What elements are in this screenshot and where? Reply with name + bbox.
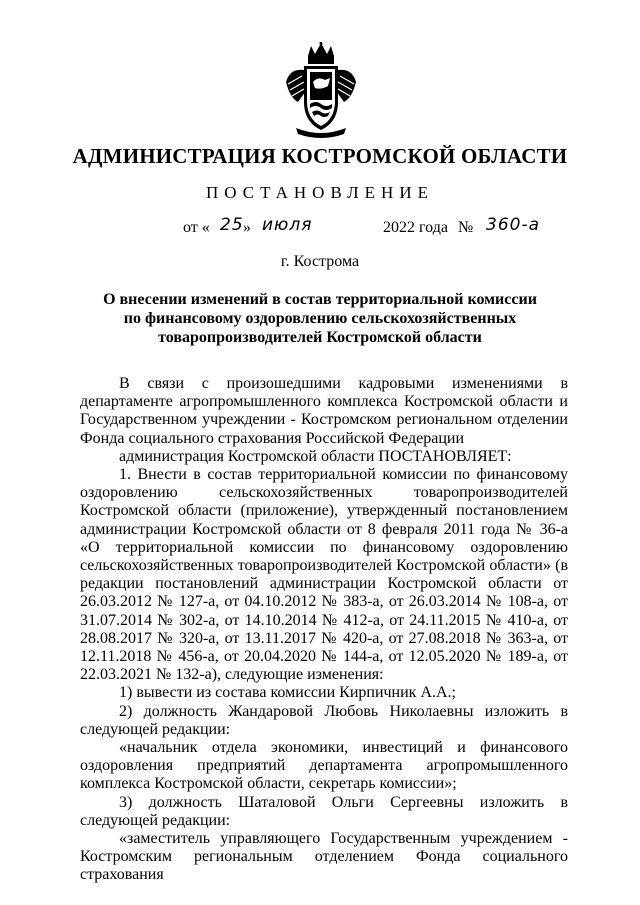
paragraph: 1. Внести в состав территориальной комиссии по финансовому оздоровлению сельскохозяйственных товаропроизводителей Костромской области (приложение), утвержденный постановлением администрации Костромской области от 8 февраля 2011 года № 36-а «О территориальной комиссии по финансовому оздоровлению сельскохозяйственных товаропроизводителей Костромской области» (в редакции постановлений администрации Костромской области от 26.03.2012 № 127-а, от 04.10.2012 № 383-а, от 26.03.2014 № 108-а, от 31.07.2014 № 302-а, от 14.10.2014 № 412-а, от 24.11.2015 № 410-а, от 28.08.2017 № 320-а, от 13.11.2017 № 420-а, от 27.08.2018 № 363-а, от 12.11.2018 № 456-а, от 20.04.2020 № 144-а, от 12.05.2020 № 189-а, от 22.03.2021 № 132-а), следующие изменения:	[80, 466, 568, 684]
date-prefix: от «	[183, 219, 210, 236]
subject-line: О внесении изменений в состав территориальной комиссии	[103, 291, 537, 308]
date-day-handwritten: 25	[220, 215, 244, 235]
document-number-handwritten: 360-а	[486, 215, 540, 235]
paragraph: 2) должность Жандаровой Любовь Николаевны изложить в следующей редакции:	[80, 702, 568, 738]
paragraph: «заместитель управляющего Государственным учреждением - Костромским региональным отделением Фонда социального страхования	[80, 830, 568, 884]
paragraph: 3) должность Шаталовой Ольги Сергеевны изложить в следующей редакции:	[80, 793, 568, 829]
document-subject	[80, 290, 560, 347]
subject-line: товаропроизводителей Костромской области	[158, 329, 482, 346]
date-year: 2022 года	[383, 219, 448, 236]
number-sign: №	[458, 219, 474, 236]
paragraph: «начальник отдела экономики, инвестиций и финансового оздоровления предприятий департамента агропромышленного комплекса Костромской области, секретарь комиссии»;	[80, 739, 568, 793]
organization-title: АДМИНИСТРАЦИЯ КОСТРОМСКОЙ ОБЛАСТИ	[72, 144, 568, 168]
date-month-handwritten: июля	[262, 215, 313, 235]
coat-of-arms-icon	[284, 42, 358, 138]
paragraph: администрация Костромской области ПОСТАНОВЛЯЕТ:	[119, 447, 512, 465]
subject-line: по финансовому оздоровлению сельскохозяйственных	[123, 310, 517, 327]
paragraph: В связи с произошедшими кадровыми изменениями в департаменте агропромышленного комплекса Костромской области и Государственном учреждении - Костромском региональном отделении Фонда социального страхования Российской Федерации	[80, 375, 568, 447]
date-number-line	[0, 217, 640, 243]
date-close-quote: »	[243, 219, 251, 236]
paragraph: 1) вывести из состава комиссии Кирпичник А.А.;	[119, 684, 456, 702]
city-line: г. Кострома	[280, 253, 360, 270]
document-body	[80, 375, 568, 885]
document-type: ПОСТАНОВЛЕНИЕ	[205, 183, 434, 202]
